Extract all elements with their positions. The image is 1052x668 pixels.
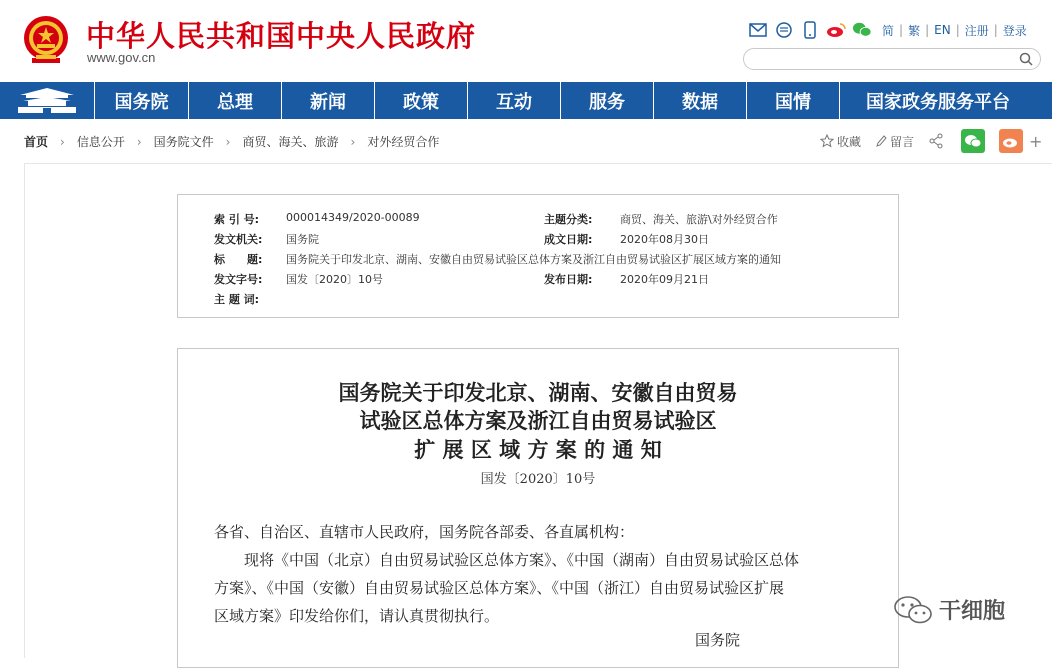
topic-label: 主题分类: xyxy=(544,213,593,226)
watermark-text: 干细胞 xyxy=(939,599,1006,624)
login-link[interactable]: 登录 xyxy=(1002,23,1027,38)
index-value: 000014349/2020-00089 xyxy=(286,211,420,224)
nav-item-interaction[interactable]: 互动 xyxy=(468,82,561,119)
search-icon[interactable] xyxy=(1018,51,1034,67)
nav-home-button[interactable] xyxy=(0,82,95,119)
more-share-button[interactable]: + xyxy=(1029,131,1043,151)
document-title-line: 扩 展 区 域 方 案 的 通 知 xyxy=(414,437,662,462)
breadcrumb-info-disclosure[interactable]: 信息公开 xyxy=(76,135,125,149)
chevron-right-icon: › xyxy=(136,134,142,149)
meta-row xyxy=(214,291,286,307)
nav-item-news[interactable]: 新闻 xyxy=(282,82,375,119)
header-tools xyxy=(748,20,1027,40)
topic-value: 商贸、海关、旅游\对外经贸合作 xyxy=(620,213,778,226)
document-metadata xyxy=(177,194,899,318)
index-label: 索 引 号: xyxy=(214,213,260,226)
site-title[interactable]: 中华人民共和国中央人民政府 xyxy=(86,19,477,53)
document-number: 国发〔2020〕10号 xyxy=(480,472,596,487)
nav-item-state-council[interactable]: 国务院 xyxy=(95,82,189,119)
weibo-icon xyxy=(1002,134,1020,148)
written-date-value: 2020年08月30日 xyxy=(620,233,709,246)
chat-icon[interactable] xyxy=(774,21,794,39)
nav-item-national-info[interactable]: 国情 xyxy=(747,82,840,119)
watermark xyxy=(893,594,1005,625)
issuer-label: 发文机关: xyxy=(214,233,263,246)
document-title-line: 试验区总体方案及浙江自由贸易试验区 xyxy=(359,408,717,433)
favorite-label: 收藏 xyxy=(837,134,862,149)
meta-row xyxy=(214,271,383,287)
language-links xyxy=(882,22,1027,39)
meta-row xyxy=(544,231,709,247)
doc-number-value: 国发〔2020〕10号 xyxy=(286,273,383,286)
chevron-right-icon: › xyxy=(225,134,231,149)
title-label: 标 题: xyxy=(214,253,263,266)
publish-date-label: 发布日期: xyxy=(544,273,593,286)
weibo-icon[interactable] xyxy=(826,21,846,39)
share-icon xyxy=(928,133,944,149)
doc-number-label: 发文字号: xyxy=(214,273,263,286)
share-button[interactable] xyxy=(928,133,947,149)
meta-row xyxy=(544,271,709,287)
traditional-link[interactable]: 繁 xyxy=(908,23,921,38)
nav-item-policy[interactable]: 政策 xyxy=(375,82,468,119)
nav-item-gov-services-platform[interactable]: 国家政务服务平台 xyxy=(866,91,1010,113)
document-body xyxy=(177,348,899,668)
divider: | xyxy=(925,23,930,37)
share-toolbar xyxy=(820,129,1042,153)
written-date-label: 成文日期: xyxy=(544,233,593,246)
site-url[interactable]: www.gov.cn xyxy=(87,50,156,65)
mobile-icon[interactable] xyxy=(800,21,820,39)
comment-label: 留言 xyxy=(890,134,915,149)
divider: | xyxy=(955,23,960,37)
breadcrumb-state-council-docs[interactable]: 国务院文件 xyxy=(153,135,214,149)
nav-item-services[interactable]: 服务 xyxy=(561,82,654,119)
document-signature: 国务院 xyxy=(695,631,741,649)
wechat-share-button[interactable] xyxy=(961,129,985,153)
site-header xyxy=(0,0,1052,82)
wechat-icon xyxy=(964,134,982,148)
issuer-value: 国务院 xyxy=(286,233,319,246)
wechat-logo-icon xyxy=(893,595,933,625)
document-paragraph-line: 区域方案》印发给你们，请认真贯彻执行。 xyxy=(214,607,500,625)
breadcrumb-home[interactable]: 首页 xyxy=(24,135,49,149)
breadcrumb xyxy=(24,133,439,150)
pencil-icon xyxy=(875,134,887,148)
nav-item-premier[interactable]: 总理 xyxy=(189,82,282,119)
publish-date-value: 2020年09月21日 xyxy=(620,273,709,286)
search-input[interactable] xyxy=(743,48,1041,70)
favorite-button[interactable] xyxy=(820,133,861,150)
comment-button[interactable] xyxy=(875,133,914,150)
meta-row xyxy=(214,211,420,227)
meta-row xyxy=(214,231,319,247)
main-nav xyxy=(0,82,1052,119)
document-paragraph-line: 方案》、《中国（安徽）自由贸易试验区总体方案》、《中国（浙江）自由贸易试验区扩展 xyxy=(214,579,785,597)
title-value: 国务院关于印发北京、湖南、安徽自由贸易试验区总体方案及浙江自由贸易试验区扩展区域方案的通知 xyxy=(286,253,781,266)
tiananmen-icon xyxy=(16,87,78,115)
subject-label: 主 题 词: xyxy=(214,293,260,306)
chevron-right-icon: › xyxy=(350,134,356,149)
breadcrumb-trade-customs-tourism[interactable]: 商贸、海关、旅游 xyxy=(242,135,339,149)
document-salutation: 各省、自治区、直辖市人民政府，国务院各部委、各直属机构： xyxy=(214,523,635,541)
divider: | xyxy=(993,23,998,37)
meta-row xyxy=(214,251,781,267)
national-emblem-icon[interactable] xyxy=(22,14,70,66)
chevron-right-icon: › xyxy=(60,134,65,149)
weibo-share-button[interactable] xyxy=(999,129,1023,153)
divider: | xyxy=(899,23,904,37)
breadcrumb-bar xyxy=(0,119,1052,163)
register-link[interactable]: 注册 xyxy=(964,23,989,38)
breadcrumb-foreign-trade[interactable]: 对外经贸合作 xyxy=(367,135,440,149)
document-title-line: 国务院关于印发北京、湖南、安徽自由贸易 xyxy=(338,380,738,405)
wechat-icon[interactable] xyxy=(852,21,872,39)
star-icon xyxy=(820,134,834,148)
english-link[interactable]: EN xyxy=(934,23,951,37)
simplified-link[interactable]: 简 xyxy=(882,23,895,38)
mail-icon[interactable] xyxy=(748,21,768,39)
document-paragraph-line: 现将《中国（北京）自由贸易试验区总体方案》、《中国（湖南）自由贸易试验区总体 xyxy=(214,551,800,569)
meta-row xyxy=(544,211,778,227)
nav-item-data[interactable]: 数据 xyxy=(654,82,747,119)
